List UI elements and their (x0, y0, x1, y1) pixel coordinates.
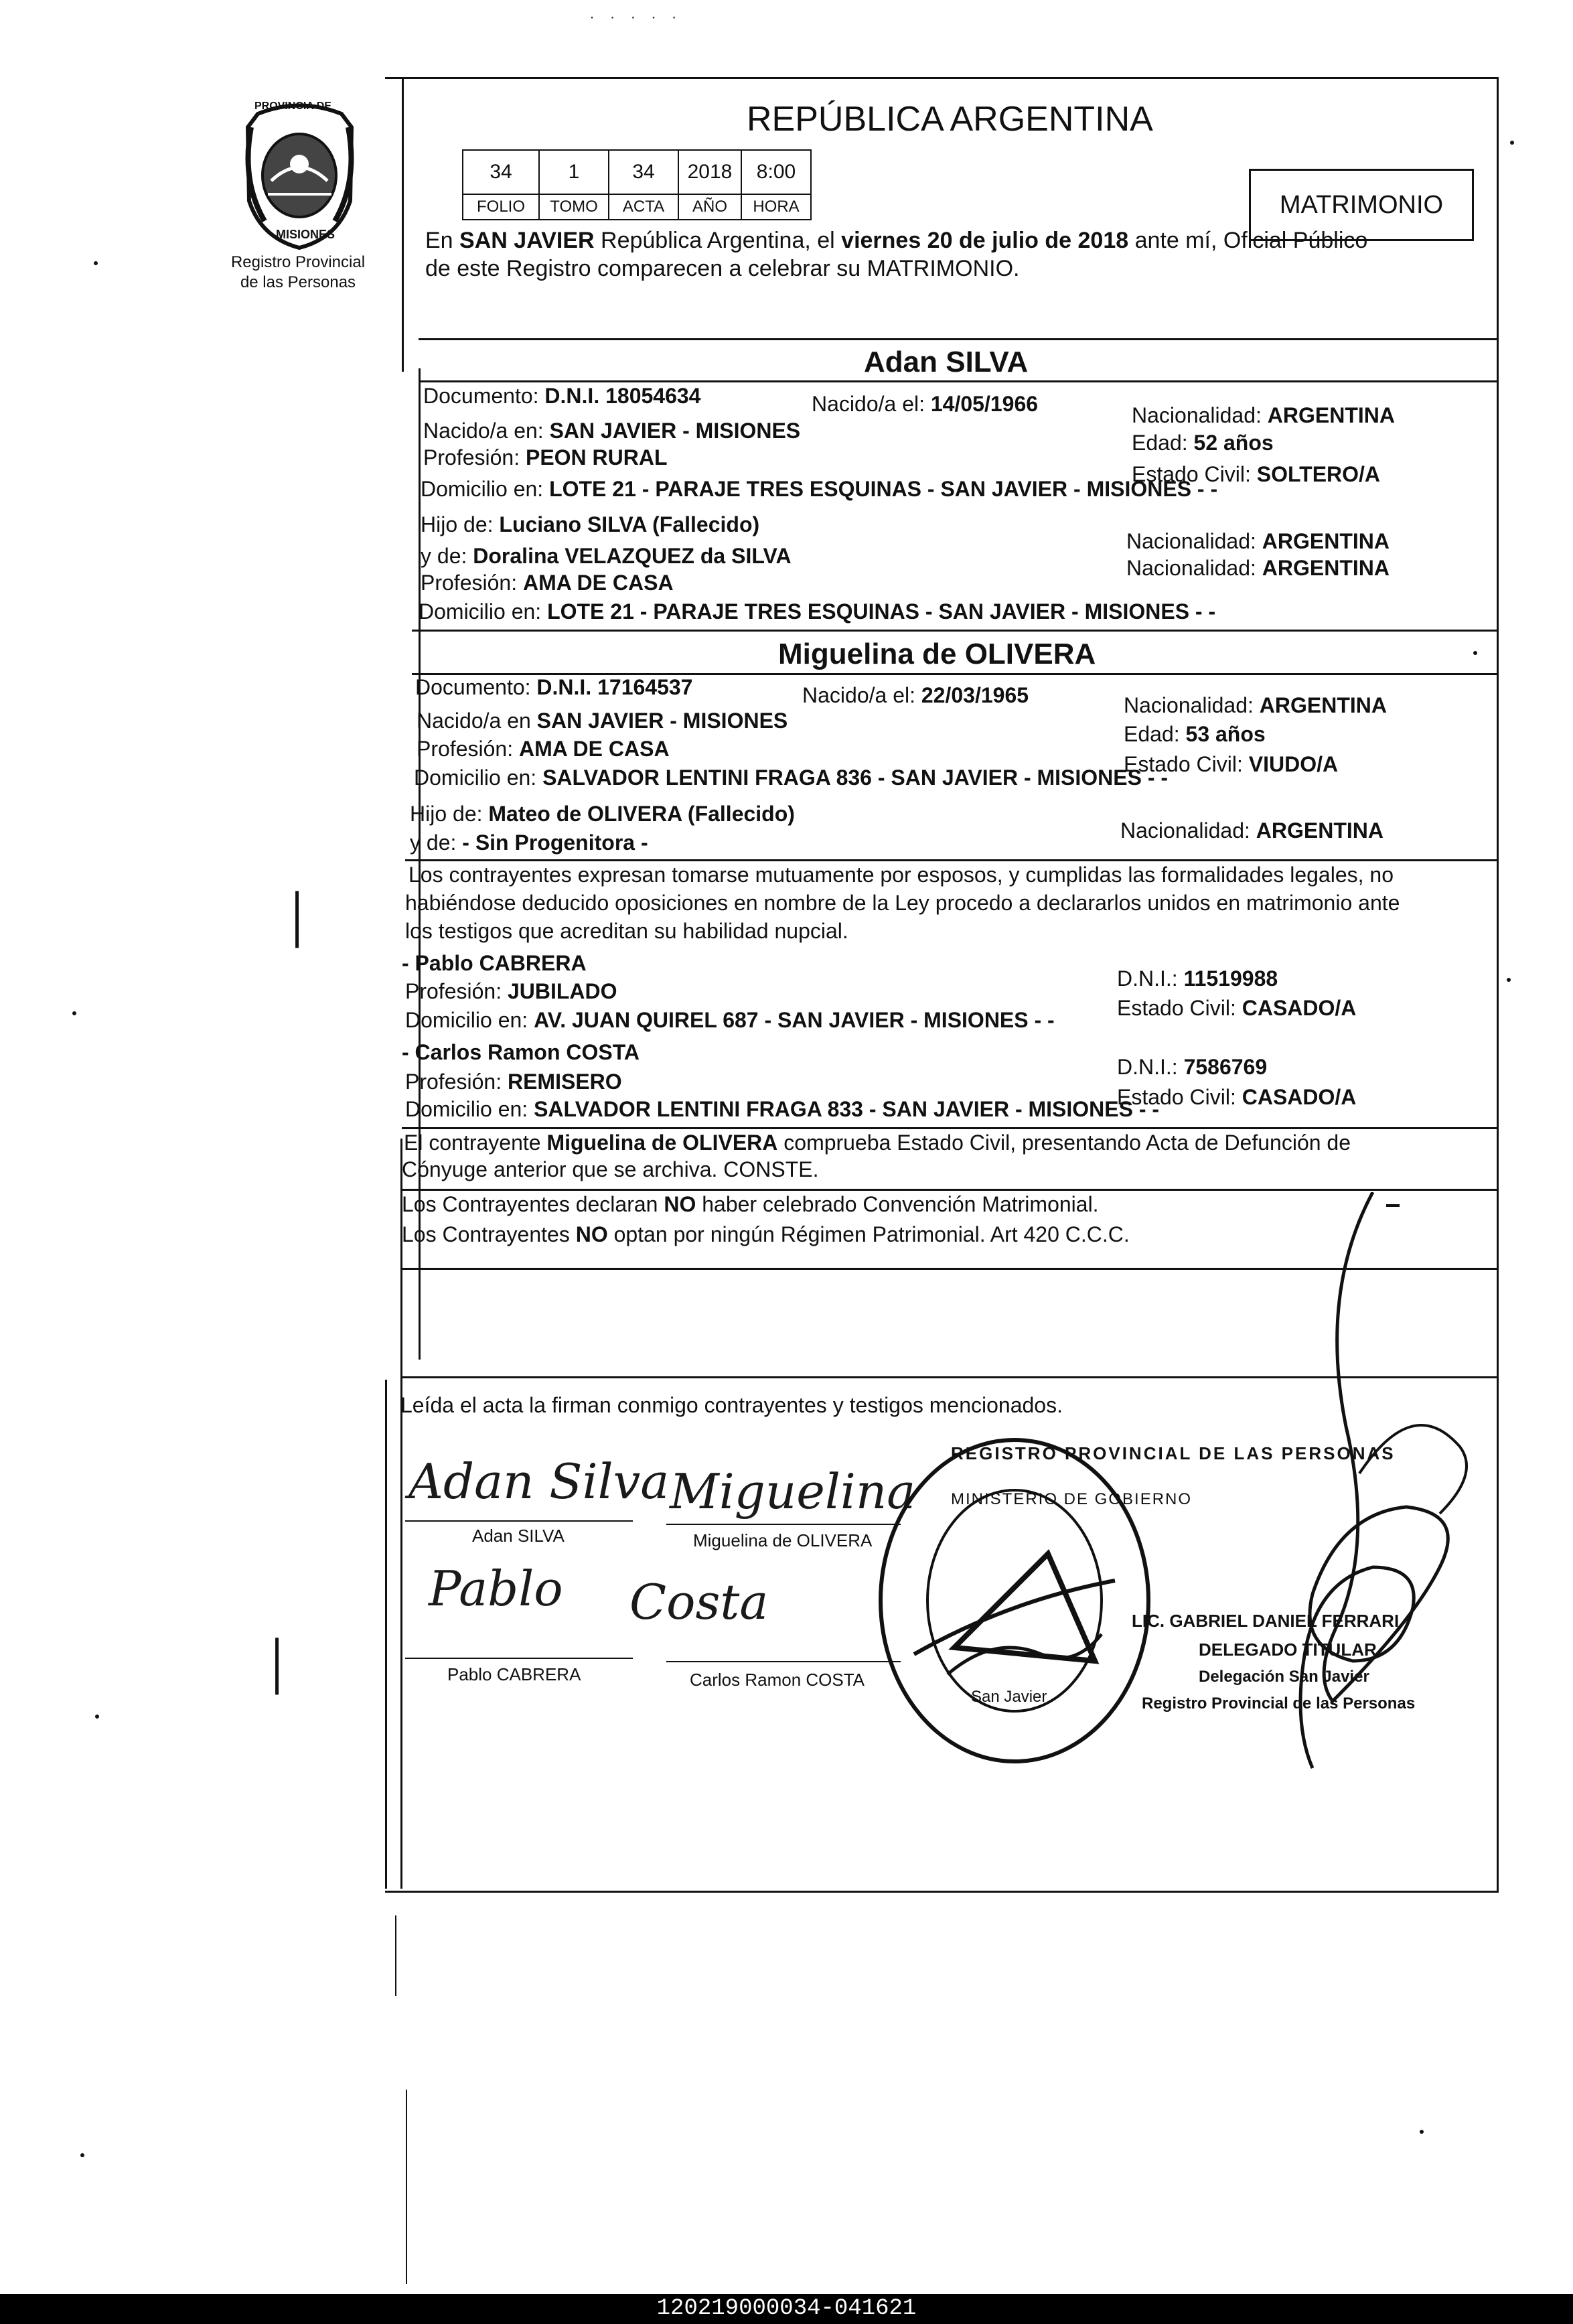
registry-labels-row (463, 194, 811, 220)
emblem-top-text: PROVINCIA DE (254, 100, 331, 112)
witness2-dni (1117, 1055, 1267, 1080)
groom-madre-domicilio-label: Domicilio en: (419, 599, 542, 624)
signature-label-costa: Carlos Ramon COSTA (690, 1670, 865, 1690)
official-title: DELEGADO TITULAR (1199, 1640, 1377, 1660)
signature-adan-silva: Adan Silva (408, 1453, 670, 1510)
folio-value: 34 (463, 150, 539, 194)
speck (94, 261, 98, 265)
groom-domicilio (421, 477, 1217, 502)
groom-domicilio-value: LOTE 21 - PARAJE TRES ESQUINAS - SAN JAVIER - MISIONES - - (549, 477, 1218, 501)
bride-profesion-label: Profesión: (417, 737, 514, 761)
bride-domicilio-label: Domicilio en: (414, 766, 537, 790)
groom-profesion-value: PEON RURAL (525, 445, 668, 469)
civil-note-line2: Cónyuge anterior que se archiva. CONSTE. (402, 1157, 819, 1181)
groom-padre-value: Luciano SILVA (Fallecido) (499, 512, 760, 536)
witness2-domicilio-value: SALVADOR LENTINI FRAGA 833 - SAN JAVIER - MISIONES - - (534, 1097, 1160, 1121)
declaration-line1: Los contrayentes expresan tomarse mutuamente por esposos, y cumplidas las formalidades legales, no (408, 863, 1394, 887)
witness2-estado-civil-label: Estado Civil: (1117, 1085, 1236, 1109)
signature-label-miguelina: Miguelina de OLIVERA (693, 1530, 873, 1550)
logo-caption-line2: de las Personas (240, 273, 356, 291)
registry-values-row (463, 150, 811, 194)
speck (95, 1715, 99, 1719)
speck (72, 1011, 76, 1015)
official-office: Delegación San Javier (1199, 1668, 1369, 1686)
groom-nacido-en-value: SAN JAVIER - MISIONES (549, 419, 801, 443)
groom-profesion-label: Profesión: (423, 445, 520, 469)
bride-padre-nacionalidad (1120, 818, 1383, 843)
speck (1507, 978, 1511, 982)
speck (1473, 651, 1477, 655)
logo-caption-line1: Registro Provincial (230, 253, 366, 271)
witness1-estado-civil-value: CASADO/A (1242, 996, 1357, 1020)
witness2-dni-value: 7586769 (1183, 1055, 1268, 1079)
bride-estado-civil-value: VIUDO/A (1248, 752, 1339, 776)
witness1-dni (1117, 966, 1278, 991)
frame-left-border-top (402, 77, 404, 372)
bride-edad-label: Edad: (1124, 722, 1180, 746)
convention-rule (400, 1189, 1497, 1191)
margin-mark-1 (395, 1915, 396, 1996)
groom-hijo-de-label: Hijo de: (421, 512, 494, 536)
speck (1420, 2130, 1424, 2134)
groom-name-rule (419, 380, 1497, 382)
tomo-label: TOMO (539, 194, 609, 220)
intro-place: SAN JAVIER (459, 228, 595, 253)
bride-nacionalidad-value: ARGENTINA (1259, 693, 1388, 717)
bride-edad (1124, 722, 1266, 747)
witness1-name: - Pablo CABRERA (402, 951, 587, 975)
civil-note-part2: comprueba Estado Civil, presentando Acta de Defunción de (777, 1131, 1351, 1155)
groom-profesion (423, 445, 668, 470)
emblem-bottom-text: MISIONES (276, 228, 335, 241)
intro-line2: de este Registro comparecen a celebrar su MATRIMONIO. (425, 256, 1020, 281)
groom-madre-value: Doralina VELAZQUEZ da SILVA (473, 544, 792, 568)
groom-madre-nac-label: Nacionalidad: (1126, 556, 1256, 580)
groom-nacido-en (423, 419, 800, 443)
bride-nacido-en (417, 709, 788, 733)
official-name: LIC. GABRIEL DANIEL FERRARI (1132, 1611, 1400, 1631)
groom-madre-profesion (421, 571, 674, 595)
witness2-profesion (405, 1070, 622, 1094)
groom-edad (1132, 431, 1274, 455)
signature-line-1 (405, 1520, 633, 1522)
bride-documento-value: D.N.I. 17164537 (536, 675, 693, 699)
bride-profesion (417, 737, 670, 761)
bride-edad-value: 53 años (1185, 722, 1266, 746)
bride-nacido-el-label: Nacido/a el: (802, 683, 915, 707)
groom-madre-domicilio (419, 599, 1215, 624)
bride-nacido-el-value: 22/03/1965 (921, 683, 1029, 707)
witness2-domicilio-label: Domicilio en: (405, 1097, 528, 1121)
official-signature-scribble (1239, 1192, 1487, 1782)
groom-y-de-label: y de: (421, 544, 467, 568)
declaration-rule (405, 859, 1497, 861)
groom-nacido-el-label: Nacido/a el: (812, 392, 925, 416)
civil-note-name: Miguelina de OLIVERA (546, 1131, 778, 1155)
convention-part2: haber celebrado Convención Matrimonial. (696, 1192, 1099, 1216)
groom-documento (423, 384, 700, 409)
bride-top-rule (412, 630, 1497, 632)
signature-miguelina: Miguelina (670, 1463, 916, 1520)
scan-header-marks: · · · · · (589, 8, 682, 26)
stamp-inner-text: MINISTERIO DE GOBIERNO (951, 1490, 1193, 1508)
margin-hole-mark-top: │ (285, 891, 314, 944)
stamp-center-text: San Javier (971, 1688, 1047, 1706)
signature-label-pablo: Pablo CABRERA (447, 1664, 581, 1684)
bride-padre-nac-label: Nacionalidad: (1120, 818, 1250, 843)
witness1-estado-civil-label: Estado Civil: (1117, 996, 1236, 1020)
anio-label: AÑO (678, 194, 741, 220)
footer-code: 120219000034-041621 (656, 2296, 917, 2321)
bride-nacido-en-value: SAN JAVIER - MISIONES (536, 709, 788, 733)
groom-padre (421, 512, 759, 537)
tomo-value: 1 (539, 150, 609, 194)
groom-nacionalidad-label: Nacionalidad: (1132, 403, 1262, 427)
signature-label-adan: Adan SILVA (472, 1526, 565, 1546)
bride-estado-civil-label: Estado Civil: (1124, 752, 1243, 776)
groom-edad-label: Edad: (1132, 431, 1188, 455)
declaration-line3: los testigos que acreditan su habilidad nupcial. (405, 919, 848, 943)
groom-name-heading: Adan SILVA (864, 346, 1029, 378)
bride-madre (410, 830, 648, 855)
signature-pablo: Pablo (429, 1560, 563, 1617)
stamp-seal-icon (874, 1433, 1155, 1768)
bride-documento (415, 675, 692, 700)
intro-part3: ante mí, Oficial Público (1128, 228, 1368, 253)
intro-line1 (425, 228, 1367, 254)
signature-costa: Costa (629, 1574, 769, 1630)
groom-padre-nac-label: Nacionalidad: (1126, 529, 1256, 553)
bride-domicilio (414, 766, 1168, 790)
bride-nacionalidad (1124, 693, 1387, 718)
speck (1510, 141, 1514, 145)
convention-no: NO (664, 1192, 696, 1216)
bride-padre-value: Mateo de OLIVERA (Fallecido) (488, 802, 795, 826)
regime-no: NO (575, 1222, 608, 1246)
bride-nacido-el (802, 683, 1029, 708)
bride-domicilio-value: SALVADOR LENTINI FRAGA 836 - SAN JAVIER - MISIONES - - (542, 766, 1169, 790)
groom-documento-label: Documento: (423, 384, 539, 408)
groom-nacido-el-value: 14/05/1966 (930, 392, 1039, 416)
hora-value: 8:00 (741, 150, 811, 194)
witness1-profesion-value: JUBILADO (507, 979, 617, 1003)
convention-part1: Los Contrayentes declaran (402, 1192, 664, 1216)
act-type-box: MATRIMONIO (1249, 169, 1474, 241)
declaration-line2: habiéndose deducido oposiciones en nombre de la Ley procedo a declararlos unidos en matrimonio ante (405, 891, 1400, 915)
margin-mark-2 (406, 2090, 407, 2284)
witness1-profesion-label: Profesión: (405, 979, 502, 1003)
signature-line-3 (405, 1658, 633, 1659)
witness1-estado-civil (1117, 996, 1356, 1021)
groom-top-rule (419, 338, 1497, 340)
groom-nacido-el (812, 392, 1038, 417)
regime-part1: Los Contrayentes (402, 1222, 576, 1246)
hora-label: HORA (741, 194, 811, 220)
official-signature-icon (1239, 1192, 1487, 1782)
folio-label: FOLIO (463, 194, 539, 220)
groom-madre (421, 544, 792, 569)
bride-documento-label: Documento: (415, 675, 531, 699)
frame-left-border-bottom (400, 1139, 402, 1889)
intro-date: viernes 20 de julio de 2018 (841, 228, 1129, 253)
groom-nacionalidad (1132, 403, 1395, 428)
groom-domicilio-label: Domicilio en: (421, 477, 544, 501)
groom-padre-nacionalidad (1126, 529, 1390, 554)
groom-nacionalidad-value: ARGENTINA (1267, 403, 1396, 427)
witness2-domicilio (405, 1097, 1159, 1122)
stamp-ring-text: REGISTRO PROVINCIAL DE LAS PERSONAS (951, 1443, 1396, 1463)
witness1-domicilio-label: Domicilio en: (405, 1008, 528, 1032)
bride-y-de-label: y de: (410, 830, 457, 855)
bride-madre-value: - Sin Progenitora - (462, 830, 648, 855)
official-stamp (874, 1433, 1155, 1768)
witness2-profesion-label: Profesión: (405, 1070, 502, 1094)
groom-nacido-en-label: Nacido/a en: (423, 419, 544, 443)
groom-estado-civil-label: Estado Civil: (1132, 462, 1251, 486)
anio-value: 2018 (678, 150, 741, 194)
groom-padre-nac-value: ARGENTINA (1262, 529, 1390, 553)
signature-line-2 (666, 1524, 901, 1525)
groom-edad-value: 52 años (1193, 431, 1274, 455)
witness1-domicilio (405, 1008, 1055, 1033)
acta-value: 34 (609, 150, 678, 194)
groom-estado-civil-value: SOLTERO/A (1256, 462, 1381, 486)
witness2-profesion-value: REMISERO (507, 1070, 622, 1094)
bride-hijo-de-label: Hijo de: (410, 802, 483, 826)
groom-madre-profesion-value: AMA DE CASA (522, 571, 674, 595)
civil-note-rule (402, 1127, 1497, 1129)
civil-note-line1 (404, 1131, 1351, 1155)
witness1-dni-label: D.N.I.: (1117, 966, 1178, 991)
groom-madre-nac-value: ARGENTINA (1262, 556, 1390, 580)
witness1-dni-value: 11519988 (1183, 966, 1278, 991)
speck (80, 2153, 84, 2157)
registry-table (462, 149, 812, 220)
convention-note (402, 1192, 1099, 1217)
bride-nacionalidad-label: Nacionalidad: (1124, 693, 1254, 717)
groom-madre-nacionalidad (1126, 556, 1390, 581)
signature-line-4 (666, 1661, 901, 1662)
witness1-domicilio-value: AV. JUAN QUIREL 687 - SAN JAVIER - MISIONES - - (534, 1008, 1055, 1032)
witness2-name: - Carlos Ramon COSTA (402, 1040, 640, 1064)
bride-nacido-en-label: Nacido/a en (417, 709, 531, 733)
official-registry: Registro Provincial de las Personas (1142, 1694, 1416, 1713)
groom-madre-domicilio-value: LOTE 21 - PARAJE TRES ESQUINAS - SAN JAVIER - MISIONES - - (547, 599, 1216, 624)
margin-hole-mark-bottom: │ (265, 1638, 294, 1690)
intro-part2: República Argentina, el (594, 228, 842, 253)
bride-padre-nac-value: ARGENTINA (1256, 818, 1384, 843)
regime-part2: optan por ningún Régimen Patrimonial. Art 420 C.C.C. (607, 1222, 1130, 1246)
document-title: REPÚBLICA ARGENTINA (747, 100, 1153, 139)
frame-left-edge (385, 1380, 387, 1889)
witness2-dni-label: D.N.I.: (1117, 1055, 1178, 1079)
bride-padre (410, 802, 795, 826)
civil-note-part1: El contrayente (404, 1131, 547, 1155)
witness2-estado-civil-value: CASADO/A (1242, 1085, 1357, 1109)
intro-part1: En (425, 228, 460, 253)
groom-documento-value: D.N.I. 18054634 (544, 384, 701, 408)
bride-profesion-value: AMA DE CASA (518, 737, 670, 761)
bride-name-heading: Miguelina de OLIVERA (778, 638, 1096, 670)
reading-statement: Leída el acta la firman conmigo contrayentes y testigos mencionados. (400, 1393, 1063, 1417)
regime-note (402, 1222, 1130, 1247)
groom-madre-profesion-label: Profesión: (421, 571, 518, 595)
acta-label: ACTA (609, 194, 678, 220)
witness1-profesion (405, 979, 617, 1004)
